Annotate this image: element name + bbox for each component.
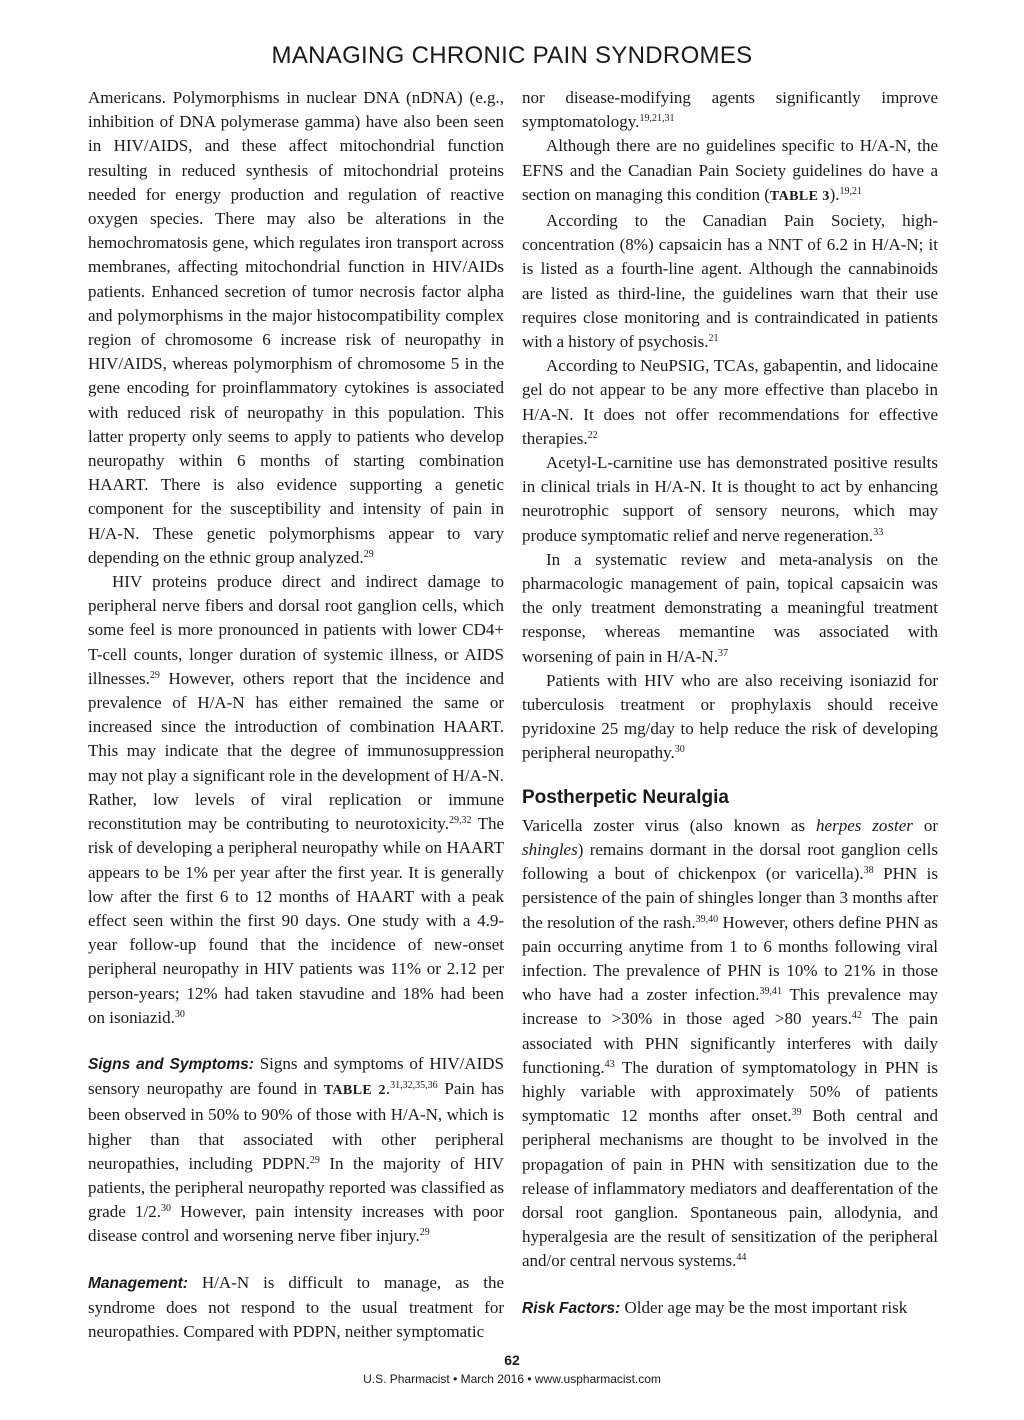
run-in-heading-risk-factors: Risk Factors: [522,1299,621,1317]
paragraph-text: However, others define PHN as pain occurring anytime from 1 to 6 months following viral infection. The prevalence of PHN is 10% to 21% in those who have had a zoster infection. [522,912,938,1005]
body-paragraph [522,209,938,354]
paragraph-text: HIV proteins produce direct and indirect damage to peripheral nerve fibers and dorsal root ganglion cells, which some feel is more pronounced in patients with lower CD4+ T-cell counts, longer duration of systemic illness, or AIDS illnesses. [88,572,504,688]
page-number: 62 [504,1352,520,1368]
citation: 29 [419,1227,430,1239]
citation: 30 [174,1008,185,1020]
citation: 29,32 [448,815,472,827]
citation: 30 [674,744,685,756]
table-reference: TABLE 2 [323,1083,386,1099]
body-paragraph [522,134,938,209]
paragraph-text: Varicella zoster virus (also known as [522,815,817,835]
citation: 39,41 [759,986,782,998]
paragraph-text: According to NeuPSIG, TCAs, gabapentin, and lidocaine gel do not appear to be any more effective than placebo in H/A-N. It does not offer recommendations for effective therapies. [522,356,938,448]
citation: 19,21 [839,185,863,197]
phn-paragraph [522,814,938,1274]
citation: 38 [863,865,874,877]
paragraph-text: Acetyl-L-carnitine use has demonstrated positive results in clinical trials in H/A-N. It is thought to act by enhancing neurotrophic support of sensory neurons, which may produce symptomatic relief and nerve regeneration. [522,453,938,545]
citation: 39,40 [695,913,719,925]
paragraph-text: or [912,815,938,835]
body-paragraph [522,86,938,134]
paragraph-text: The pain associated with PHN significantly interferes with daily functioning. [522,1009,938,1077]
paragraph-text: Both central and peripheral mechanisms are thought to be involved in the propagation of pain in PHN with sensitization due to the release of inflammatory mediators and deafferentation of the dorsal root ganglion. Spontaneous pain, allodynia, and hyperalgesia are the result of sensitization of the peripheral and/or central nervous systems. [522,1106,938,1271]
body-paragraph [522,354,938,451]
body-paragraph [522,451,938,548]
paragraph-text: PHN is persistence of the pain of shingles longer than 3 months after the resolution of the rash. [522,864,938,932]
citation: 33 [873,526,884,538]
italic-term: shingles [522,839,578,859]
citation: 31,32,35,36 [390,1080,438,1092]
citation: 43 [604,1058,615,1070]
citation: 39 [791,1107,802,1119]
citation: 29 [363,548,374,560]
citation: 29 [309,1154,320,1166]
paragraph-text: However, others report that the incidence and prevalence of H/A-N has either remained the same or increased since the introduction of combination HAART. This may indicate that the degree of immunosuppression may not play a significant role in the development of H/A-N. Rather, low levels of viral replication or immune reconstitution may be contributing to neurotoxicity. [88,668,504,834]
right-column [522,86,938,1348]
paragraph-text: In the majority of HIV patients, the peripheral neuropathy reported was classified as grade 1/2. [88,1153,504,1222]
table-reference: TABLE 3 [769,188,830,204]
body-paragraph [522,548,938,669]
paragraph-text: H/A-N is difficult to manage, as the syndrome does not respond to the usual treatment for neuropathies. Compared with PDPN, neither symptomatic [88,1272,504,1341]
paragraph-text: Americans. Polymorphisms in nuclear DNA (nDNA) (e.g., inhibition of DNA polymerase gamma) have also been seen in HIV/AIDS, and these affect mitochondrial function resulting in reduced synthesis of mitochondrial proteins needed for energy production and regulation of reactive oxygen species. There may also be alterations in the hemochromatosis gene, which regulates iron transport across membranes, affecting mitochondrial function in HIV/AIDs patients. Enhanced secretion of tumor necrosis factor alpha and polymorphisms in the major histocompatibility complex region of chromosome 6 increase risk of neuropathy in HIV/AIDS, whereas polymorphism of chromosome 5 in the gene encoding for proinflammatory cytokines is associated with reduced risk of neuropathy in this population. This latter property only seems to apply to patients who develop neuropathy within 6 months of starting combination HAART. There is also evidence supporting a genetic component for the susceptibility and intensity of pain in H/A-N. These genetic polymorphisms appear to vary depending on the ethnic group analyzed. [88,88,504,567]
citation: 37 [717,647,728,659]
citation: 29 [149,669,160,681]
paragraph-text: ) remains dormant in the dorsal root ganglion cells following a bout of chickenpox (or varicella). [522,839,938,884]
citation: 30 [161,1203,171,1215]
citation: 21 [708,333,719,345]
paragraph-text: Although there are no guidelines specific to H/A-N, the EFNS and the Canadian Pain Society guidelines do have a section on managing this condition ( [522,136,938,204]
citation: 44 [736,1252,747,1264]
publication-footer: U.S. Pharmacist • March 2016 • www.uspharmacist.com [363,1372,661,1386]
running-title: MANAGING CHRONIC PAIN SYNDROMES [271,42,753,69]
paragraph-text: In a systematic review and meta-analysis on the pharmacologic management of pain, topical capsaicin was the only treatment demonstrating a meaningful treatment response, whereas memantine was associated with worsening of pain in H/A-N. [522,549,938,666]
italic-term: herpes zoster [816,815,913,835]
paragraph-text: Patients with HIV who are also receiving isoniazid for tuberculosis treatment or prophylaxis should receive pyridoxine 25 mg/day to help reduce the risk of developing peripheral neuropathy. [522,670,938,763]
paragraph-text: The risk of developing a peripheral neuropathy while on HAART appears to be 1% per year after the first year. It is generally low after the first 6 to 12 months of HAART with a peak effect seen within the first 90 days. One study with a 4.9-year follow-up found that the incidence of new-onset peripheral neuropathy in HIV patients was 11% or 2.12 per person-years; 12% had taken stavudine and 18% had been on isoniazid. [88,814,504,1027]
signs-symptoms-paragraph [88,1052,504,1249]
citation: 22 [587,429,598,441]
paragraph-text: Pain has been observed in 50% to 90% of those with H/A-N, which is higher than that associated with other peripheral neuropathies, including PDPN. [88,1079,504,1173]
paragraph-text: This prevalence may increase to >30% in those aged >80 years. [522,985,938,1029]
paragraph-text: ). [829,184,840,204]
risk-factors-paragraph [522,1296,938,1321]
body-paragraph [88,86,504,570]
section-heading-postherpetic-neuralgia: Postherpetic Neuralgia [522,786,729,808]
paragraph-text: According to the Canadian Pain Society, high-concentration (8%) capsaicin has a NNT of 6.2 in H/A-N; it is listed as a fourth-line agent. Although the cannabinoids are listed as third-line, the guidelines warn that their use requires close monitoring and is contraindicated in patients with a history of psychosis. [522,211,938,352]
body-paragraph [522,669,938,766]
paragraph-text: . [385,1079,391,1099]
paragraph-text: Signs and symptoms of HIV/AIDS sensory neuropathy are found in [88,1053,504,1099]
citation: 42 [851,1010,862,1022]
citation: 19,21,31 [639,113,675,125]
paragraph-text: However, pain intensity increases with poor disease control and worsening nerve fiber injury. [88,1202,504,1246]
run-in-heading-signs: Signs and Symptoms: [88,1055,254,1073]
left-column [88,86,504,1348]
run-in-heading-management: Management: [88,1274,188,1292]
paragraph-text: Older age may be the most important risk [620,1297,908,1317]
body-paragraph [88,570,504,1030]
paragraph-text: The duration of symptomatology in PHN is highly variable with approximately 50% of patients symptomatic 12 months after onset. [522,1057,938,1126]
paragraph-text: nor disease-modifying agents significantly improve symptomatology. [522,88,938,132]
management-paragraph [88,1271,504,1345]
